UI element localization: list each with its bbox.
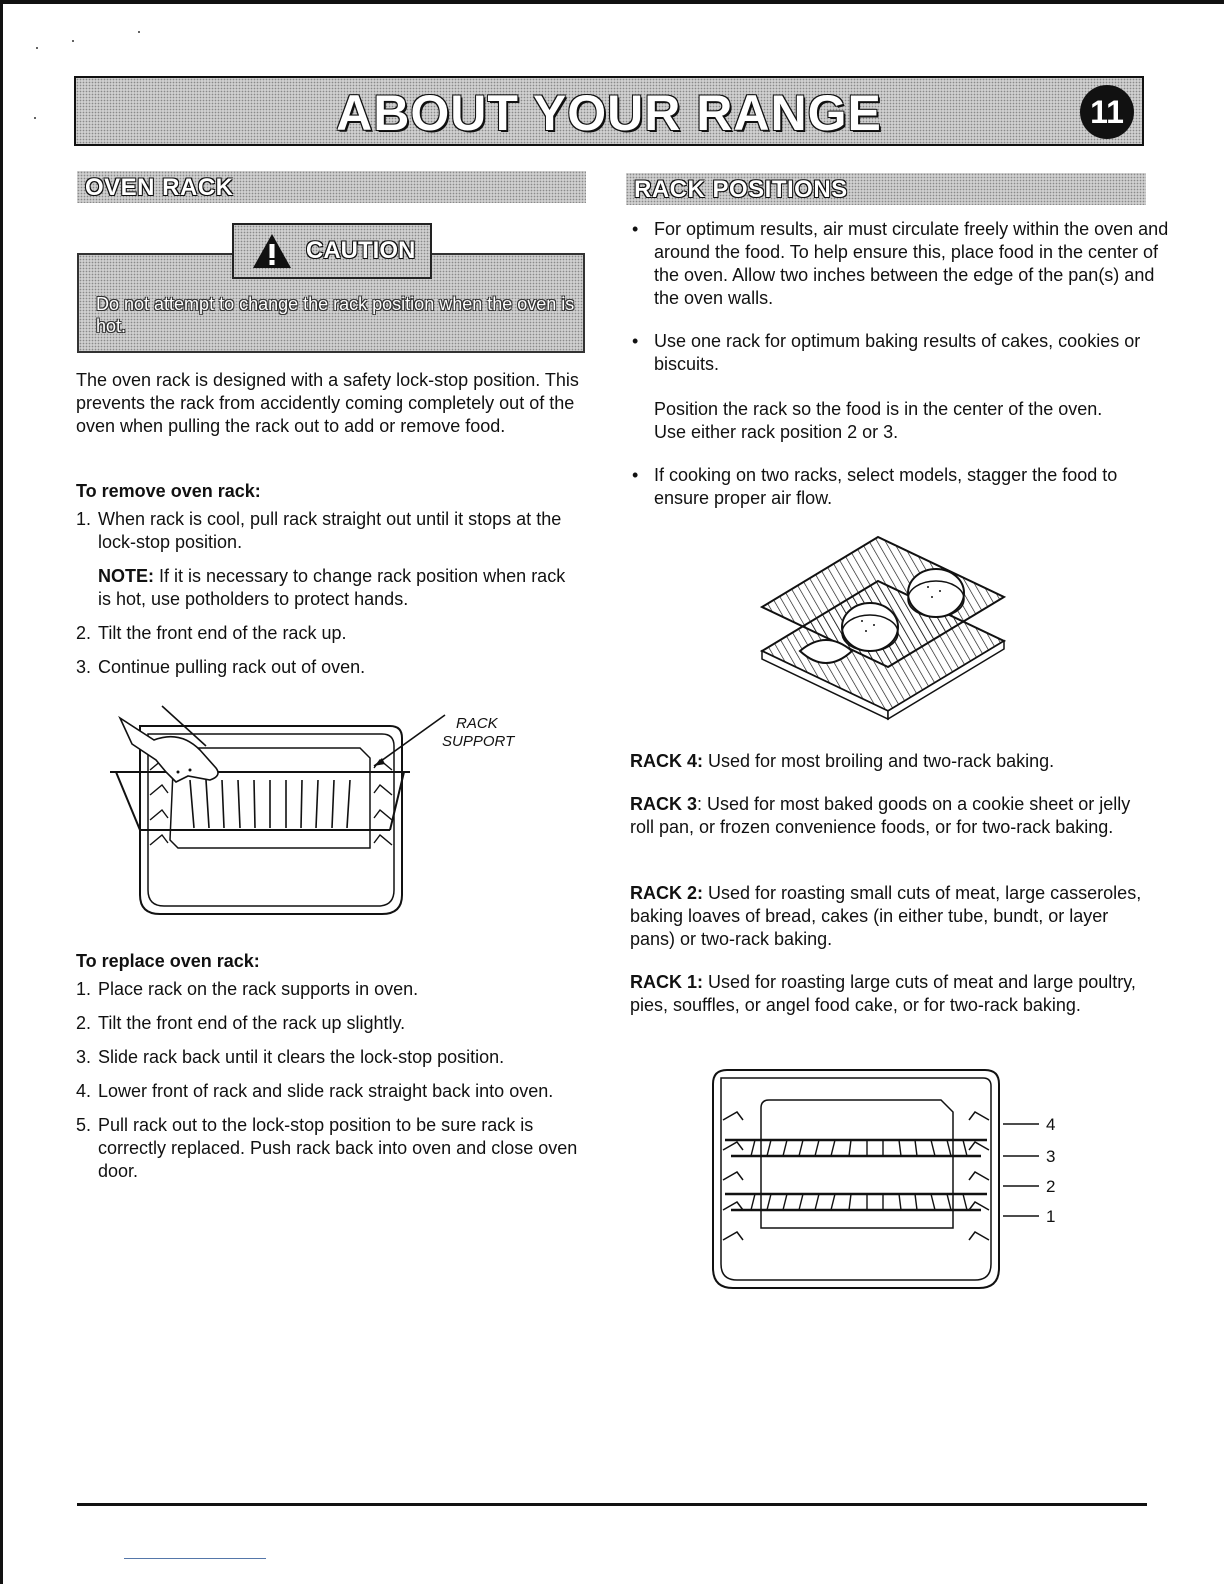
rack-1-label: RACK 1:	[630, 972, 704, 992]
rack-3-text: : Used for most baked goods on a cookie sheet or jelly roll pan, or frozen convenience foods, or for two-rack baking.	[630, 794, 1131, 837]
rack-support-label-line1: RACK	[456, 715, 498, 732]
position-note: Position the rack so the food is in the center of the oven. Use either rack position 2 or 3.	[654, 399, 1103, 442]
scan-speck	[34, 117, 36, 119]
rack-1-description	[630, 971, 1150, 1017]
rack-1-text: Used for roasting large cuts of meat and large poultry, pies, souffles, or angel food cake, or for two-rack baking.	[630, 972, 1136, 1015]
rack-position-number-2: 2	[1046, 1177, 1056, 1196]
rack-position-number-1: 1	[1046, 1207, 1056, 1226]
step-number: 2.	[76, 1013, 92, 1033]
rack-2-text: Used for roasting small cuts of meat, large casseroles, baking loaves of bread, cakes (in either tube, bundt, or layer pans) or two-rack baking.	[630, 883, 1142, 949]
step-number: 3.	[76, 657, 92, 677]
section-heading-oven-rack: OVEN RACK	[77, 171, 586, 203]
step-number: 3.	[76, 1047, 92, 1067]
step-text: Lower front of rack and slide rack straight back into oven.	[98, 1081, 554, 1101]
rack-positions-diagram	[705, 1068, 1075, 1293]
replace-step	[76, 1114, 581, 1183]
scan-speck	[72, 40, 74, 42]
rack-2-label: RACK 2:	[630, 883, 704, 903]
remove-step	[76, 508, 581, 554]
page-frame-left	[0, 0, 3, 1584]
warning-triangle-icon	[252, 233, 292, 269]
rack-2-description	[630, 882, 1150, 951]
remove-rack-heading: To remove oven rack:	[76, 481, 261, 501]
rack-position-number-3: 3	[1046, 1147, 1056, 1166]
step-number: 2.	[76, 623, 92, 643]
replace-rack-heading: To replace oven rack:	[76, 951, 260, 971]
step-text: When rack is cool, pull rack straight out until it stops at the lock-stop position.	[98, 509, 562, 552]
page-title: ABOUT YOUR RANGE	[336, 85, 882, 141]
rack-3-label: RACK 3	[630, 794, 698, 814]
section-heading-rack-positions: RACK POSITIONS	[626, 173, 1146, 205]
step-number: 5.	[76, 1115, 92, 1135]
note-label: NOTE:	[98, 566, 154, 586]
page-header	[74, 76, 1144, 146]
rack-position-number-4: 4	[1046, 1115, 1056, 1134]
caution-message: Do not attempt to change the rack position when the oven is hot.	[96, 294, 575, 336]
remove-step	[76, 622, 581, 645]
page-frame-top	[0, 0, 1224, 4]
remove-steps-list	[76, 508, 581, 554]
footer-rule	[77, 1503, 1147, 1506]
footer-stub-line	[124, 1558, 266, 1559]
replace-steps-list	[76, 978, 581, 1183]
rack-3-description	[630, 793, 1150, 839]
page-number-badge: 11	[1080, 85, 1134, 139]
step-number: 4.	[76, 1081, 92, 1101]
replace-step	[76, 1012, 581, 1035]
note-text: If it is necessary to change rack position when rack is hot, use potholders to protect hands.	[98, 566, 566, 609]
caution-title: CAUTION	[306, 237, 416, 264]
step-text: Slide rack back until it clears the lock-stop position.	[98, 1047, 505, 1067]
caution-label	[232, 223, 432, 279]
rack-4-label: RACK 4:	[630, 751, 704, 771]
scan-speck	[138, 31, 140, 33]
step-text: Pull rack out to the lock-stop position to be sure rack is correctly replaced. Push rack back into oven and close oven door.	[98, 1115, 578, 1181]
replace-step	[76, 978, 581, 1001]
step-text: Place rack on the rack supports in oven.	[98, 979, 419, 999]
replace-step	[76, 1080, 581, 1103]
remove-steps-list-cont	[76, 622, 581, 679]
rack-removal-illustration	[110, 700, 550, 920]
rack-support-label-line2: SUPPORT	[442, 733, 515, 750]
scan-speck	[36, 47, 38, 49]
rack-4-description	[630, 750, 1150, 773]
step-text: Continue pulling rack out of oven.	[98, 657, 366, 677]
step-number: 1.	[76, 979, 92, 999]
step-text: Tilt the front end of the rack up.	[98, 623, 347, 643]
remove-note	[98, 565, 578, 611]
bullet-two-racks: • If cooking on two racks, select models, stagger the food to ensure proper air flow.	[630, 464, 1169, 510]
staggered-racks-illustration	[760, 535, 1010, 735]
bullet-air-circulation: • For optimum results, air must circulate freely within the oven and around the food. To help ensure this, place food in the center of the oven. Allow two inches between the edge of the pan(s) and the oven walls.	[630, 218, 1169, 310]
oven-rack-intro: The oven rack is designed with a safety lock-stop position. This prevents the rack from accidently coming completely out of the oven when pulling the rack out to add or remove food.	[76, 370, 579, 436]
replace-step	[76, 1046, 581, 1069]
step-text: Tilt the front end of the rack up slightly.	[98, 1013, 406, 1033]
bullet-one-rack: • Use one rack for optimum baking results of cakes, cookies or biscuits.	[630, 330, 1169, 376]
step-number: 1.	[76, 509, 92, 529]
remove-step	[76, 656, 581, 679]
rack-4-text: Used for most broiling and two-rack baking.	[703, 751, 1055, 771]
